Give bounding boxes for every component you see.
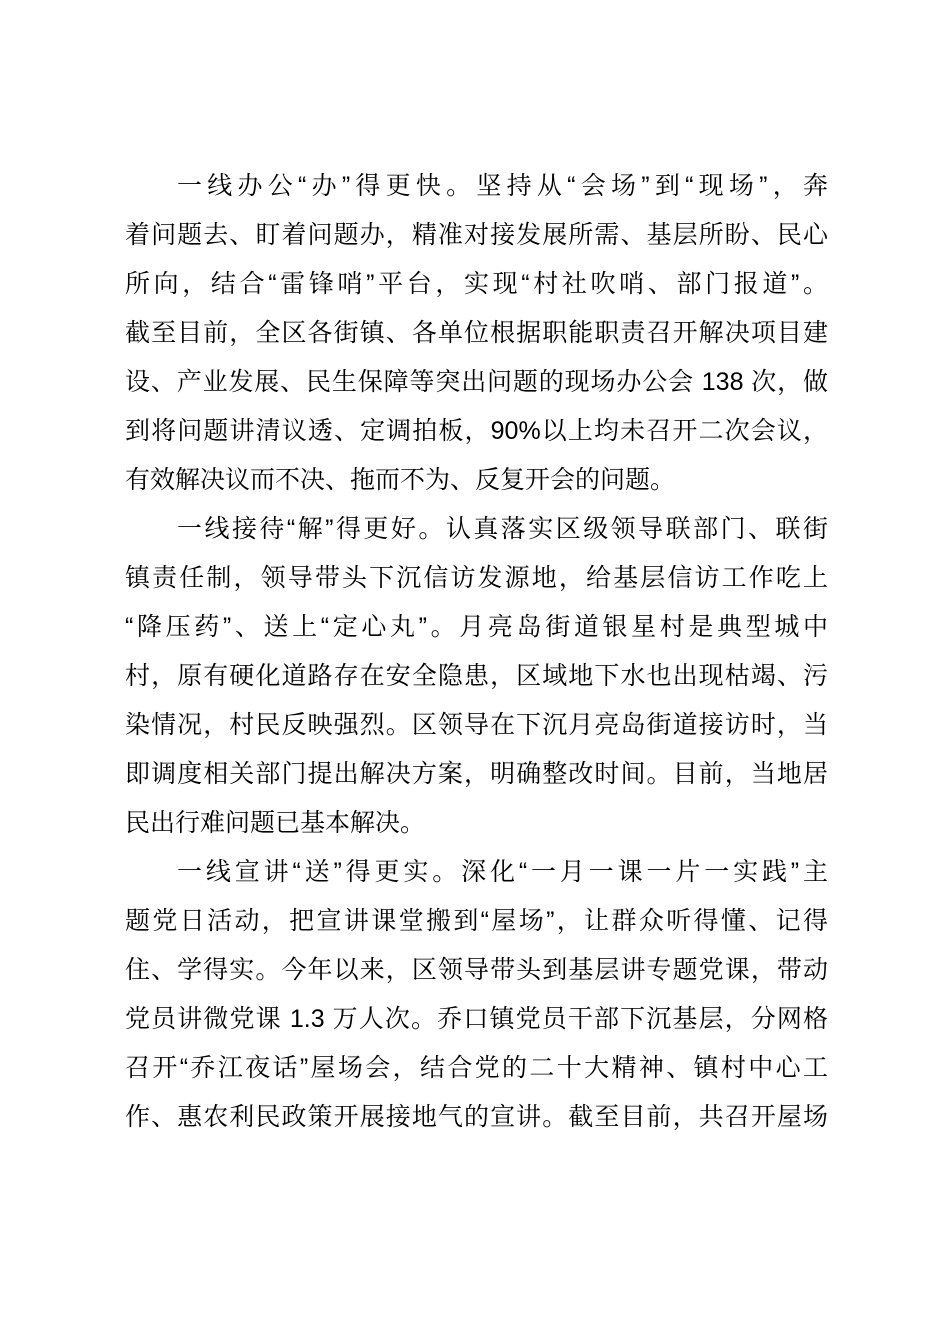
text-line: “降压药”、送上“定心丸”。月亮岛街道银星村是典型城中 xyxy=(125,613,828,641)
text-line: 截至目前，全区各街镇、各单位根据职能职责召开解决项目建 xyxy=(125,319,828,347)
text-line: 一线办公“办”得更快。坚持从“会场”到“现场”，奔 xyxy=(177,172,828,200)
text-line: 民出行难问题已基本解决。 xyxy=(125,809,426,837)
text-line: 即调度相关部门提出解决方案，明确整改时间。目前，当地居 xyxy=(125,760,828,788)
paragraph-2 xyxy=(125,505,828,848)
text-line: 到将问题讲清议透、定调拍板，90%以上均未召开二次会议， xyxy=(125,417,828,445)
text-line: 染情况，村民反映强烈。区领导在下沉月亮岛街道接访时，当 xyxy=(125,711,828,739)
text-line: 着问题去、盯着问题办，精准对接发展所需、基层所盼、民心 xyxy=(125,221,828,249)
text-line: 有效解决议而不决、拖而不为、反复开会的问题。 xyxy=(125,466,676,494)
document-body xyxy=(125,162,828,1142)
text-line: 题党日活动，把宣讲课堂搬到“屋场”，让群众听得懂、记得 xyxy=(125,907,828,935)
text-line: 召开“乔江夜话”屋场会，结合党的二十大精神、镇村中心工 xyxy=(125,1054,828,1082)
paragraph-1 xyxy=(125,162,828,505)
text-line: 村，原有硬化道路存在安全隐患，区域地下水也出现枯竭、污 xyxy=(125,662,828,690)
text-line: 党员讲微党课 1.3 万人次。乔口镇党员干部下沉基层，分网格 xyxy=(125,1005,828,1033)
text-line: 设、产业发展、民生保障等突出问题的现场办公会 138 次，做 xyxy=(125,368,828,396)
text-line: 镇责任制，领导带头下沉信访发源地，给基层信访工作吃上 xyxy=(125,564,828,592)
paragraph-3 xyxy=(125,848,828,1142)
text-line: 住、学得实。今年以来，区领导带头到基层讲专题党课，带动 xyxy=(125,956,828,984)
text-line: 作、惠农利民政策开展接地气的宣讲。截至目前，共召开屋场 xyxy=(125,1103,828,1131)
text-line: 一线接待“解”得更好。认真落实区级领导联部门、联街 xyxy=(177,515,828,543)
text-line: 所向，结合“雷锋哨”平台，实现“村社吹哨、部门报道”。 xyxy=(125,270,828,298)
text-line: 一线宣讲“送”得更实。深化“一月一课一片一实践”主 xyxy=(177,858,828,886)
